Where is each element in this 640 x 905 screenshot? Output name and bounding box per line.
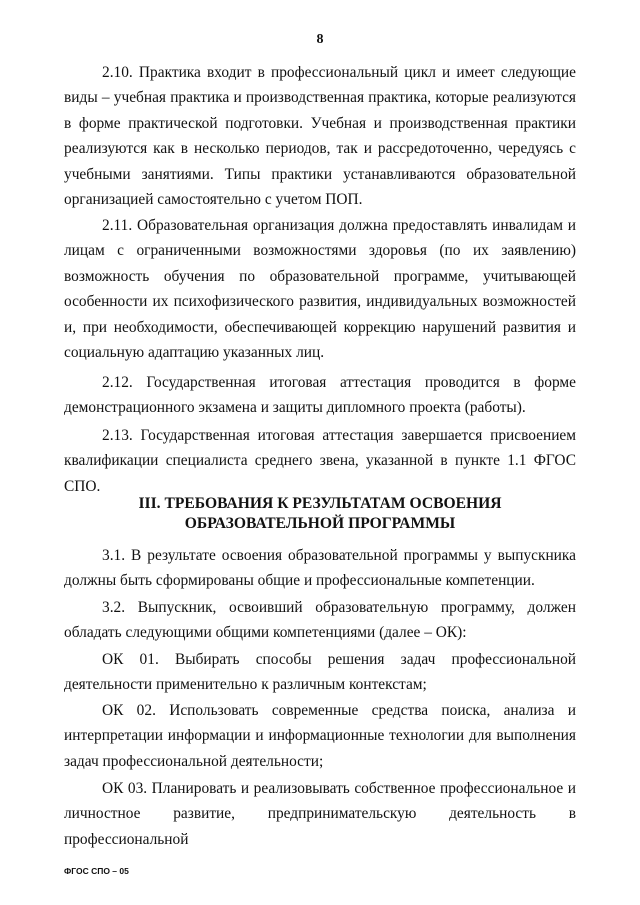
paragraph-3-2: 3.2. Выпускник, освоивший образовательную программу, должен обладать следующими общими компетенциями (далее – ОК): [64, 599, 576, 642]
paragraph-2-12: 2.12. Государственная итоговая аттестация проводится в форме демонстрационного экзамена и защиты дипломного проекта (работы). [64, 374, 576, 417]
paragraph-3-1: 3.1. В результате освоения образовательной программы у выпускника должны быть сформированы общие и профессиональные компетенции. [64, 547, 576, 590]
paragraph-2-10: 2.10. Практика входит в профессиональный цикл и имеет следующие виды – учебная практика и производственная практика, которые реализуются в форме практической подготовки. Учебная и производственная практики реализуются как в несколько периодов, так и рассредоточенно, чередуясь с учебными занятиями. Типы практики устанавливаются образовательной организацией самостоятельно с учетом ПОП. [64, 64, 576, 209]
section-heading: III. ТРЕБОВАНИЯ К РЕЗУЛЬТАТАМ ОСВОЕНИЯ ОБРАЗОВАТЕЛЬНОЙ ПРОГРАММЫ [138, 495, 502, 532]
page-number: 8 [316, 32, 324, 47]
competency-ok01: ОК 01. Выбирать способы решения задач профессиональной деятельности применительно к различным контекстам; [64, 651, 576, 694]
competency-ok03: ОК 03. Планировать и реализовывать собственное профессиональное и личностное развитие, предпринимательскую деятельность в профессиональной [64, 780, 576, 848]
paragraph-2-13: 2.13. Государственная итоговая аттестация завершается присвоением квалификации специалиста среднего звена, указанной в пункте 1.1 ФГОС СПО. [64, 427, 576, 495]
paragraph-2-11: 2.11. Образовательная организация должна предоставлять инвалидам и лицам с ограниченными возможностями здоровья (по их заявлению) возможность обучения по образовательной программе, учитывающей особенности их психофизического развития, индивидуальных возможностей и, при необходимости, обеспечивающей коррекцию нарушений развития и социальную адаптацию указанных лиц. [64, 217, 576, 362]
page-footer: ФГОС СПО – 05 [64, 866, 129, 876]
competency-ok02: ОК 02. Использовать современные средства поиска, анализа и интерпретации информации и информационные технологии для выполнения задач профессиональной деятельности; [64, 702, 576, 770]
